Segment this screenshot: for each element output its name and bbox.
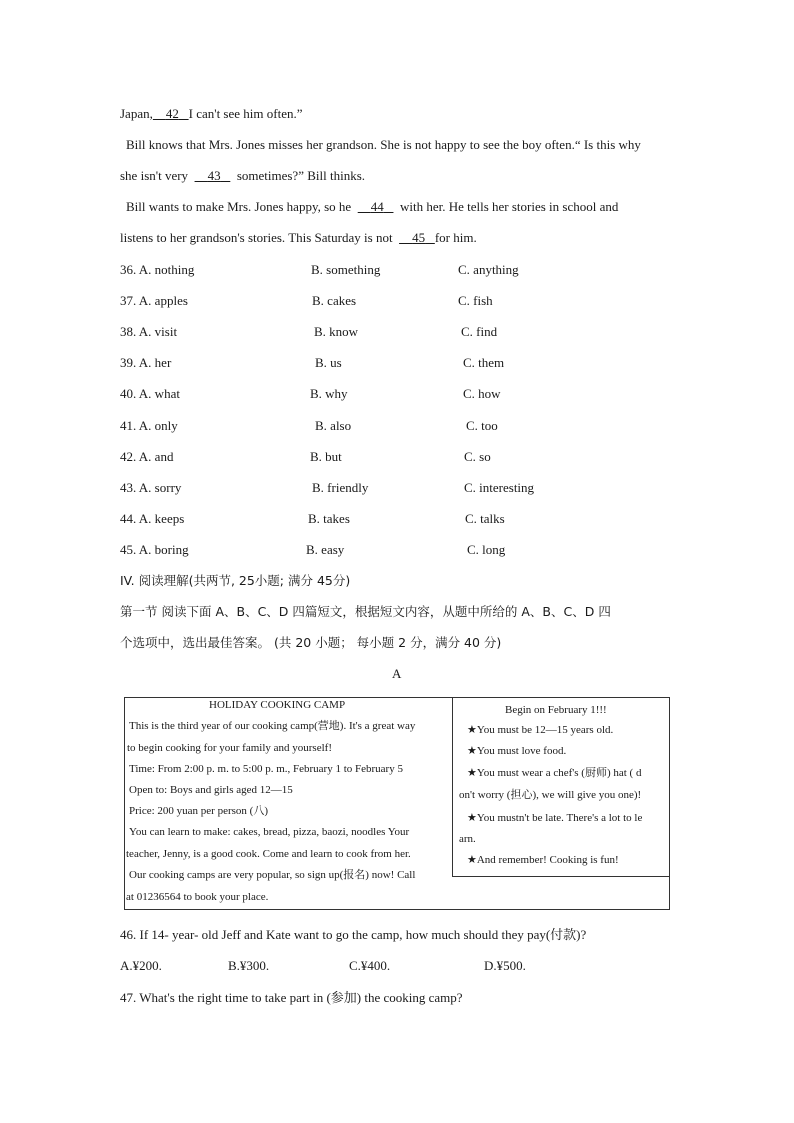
- blank-44: 44: [370, 199, 384, 214]
- option-45-b: B. easy: [306, 542, 345, 557]
- option-row-43: 43. A. sorry: [120, 480, 182, 495]
- section-heading: IV. 阅读理解(共两节, 25小题; 满分 45分): [120, 573, 351, 588]
- blank-42: 42: [165, 106, 179, 121]
- option-41-c: C. too: [466, 418, 498, 433]
- option-row-42: 42. A. and: [120, 449, 174, 464]
- question-46: 46. If 14- year- old Jeff and Kate want to go the camp, how much should they pay(付款)?: [120, 927, 587, 942]
- passage-line-5: listens to her grandson's stories. This Saturday is not 45 for him.: [120, 230, 477, 245]
- passage-line-4: Bill wants to make Mrs. Jones happy, so he 44 with her. He tells her stories in school and: [126, 199, 619, 214]
- ad-right-title: Begin on February 1!!!: [505, 704, 607, 716]
- ad-rule: ★You mustn't be late. There's a lot to le: [467, 812, 643, 824]
- ad-line: You can learn to make: cakes, bread, pizza, baozi, noodles Your: [129, 826, 410, 838]
- option-40-b: B. why: [310, 386, 348, 401]
- option-row-36: 36. A. nothing: [120, 262, 195, 277]
- question-46-option-d: D.¥500.: [484, 958, 526, 973]
- ad-line: to begin cooking for your family and yourself!: [127, 742, 332, 754]
- option-44-c: C. talks: [465, 511, 505, 526]
- option-43-b: B. friendly: [312, 480, 369, 495]
- option-row-37: 37. A. apples: [120, 293, 188, 308]
- option-37-c: C. fish: [458, 293, 493, 308]
- option-row-41: 41. A. only: [120, 418, 178, 433]
- question-46-option-b: B.¥300.: [228, 958, 270, 973]
- option-40-c: C. how: [463, 386, 501, 401]
- ad-rule: ★You must wear a chef's (厨师) hat ( d: [467, 767, 642, 779]
- passage-line-1: Japan, 42 I can't see him often.”: [120, 106, 303, 121]
- ad-line: Open to: Boys and girls aged 12—15: [129, 784, 293, 796]
- option-43-c: C. interesting: [464, 480, 535, 495]
- option-45-c: C. long: [467, 542, 506, 557]
- ad-line: at 01236564 to book your place.: [126, 891, 269, 903]
- option-36-b: B. something: [311, 262, 381, 277]
- option-38-c: C. find: [461, 324, 498, 339]
- ad-line: Price: 200 yuan per person (八): [129, 805, 268, 817]
- blank-43: 43: [207, 168, 221, 183]
- ad-rule: arn.: [459, 833, 476, 845]
- blank-45: 45: [412, 230, 426, 245]
- option-37-b: B. cakes: [312, 293, 357, 308]
- ad-rule: ★You must be 12—15 years old.: [467, 724, 614, 736]
- option-row-38: 38. A. visit: [120, 324, 178, 339]
- option-42-c: C. so: [464, 449, 491, 464]
- ad-line: This is the third year of our cooking camp(营地). It's a great way: [129, 720, 416, 732]
- option-39-b: B. us: [315, 355, 342, 370]
- ad-line: Time: From 2:00 p. m. to 5:00 p. m., February 1 to February 5: [129, 763, 403, 775]
- passage-letter: A: [392, 666, 402, 681]
- section-instruction-2: 个选项中，选出最佳答案。 (共 20 小题； 每小题 2 分，满分 40 分): [120, 635, 502, 650]
- option-row-45: 45. A. boring: [120, 542, 189, 557]
- ad-line: teacher, Jenny, is a good cook. Come and learn to cook from her.: [126, 848, 411, 860]
- option-42-b: B. but: [310, 449, 342, 464]
- option-38-b: B. know: [314, 324, 359, 339]
- ad-line: Our cooking camps are very popular, so sign up(报名) now! Call: [129, 869, 416, 881]
- question-46-option-a: A.¥200.: [120, 958, 162, 973]
- ad-rule: ★And remember! Cooking is fun!: [467, 854, 619, 866]
- option-row-39: 39. A. her: [120, 355, 172, 370]
- ad-rule: on't worry (担心), we will give you one)!: [459, 789, 642, 801]
- section-instruction-1: 第一节 阅读下面 A、B、C、D 四篇短文，根据短文内容，从题中所给的 A、B、C、D 四: [120, 604, 611, 619]
- option-39-c: C. them: [463, 355, 505, 370]
- ad-rule: ★You must love food.: [467, 745, 567, 757]
- option-row-44: 44. A. keeps: [120, 511, 185, 526]
- option-41-b: B. also: [315, 418, 352, 433]
- ad-title: HOLIDAY COOKING CAMP: [209, 699, 346, 711]
- question-47: 47. What's the right time to take part in (参加) the cooking camp?: [120, 990, 463, 1005]
- option-44-b: B. takes: [308, 511, 350, 526]
- question-46-option-c: C.¥400.: [349, 958, 391, 973]
- option-36-c: C. anything: [458, 262, 519, 277]
- passage-line-3: she isn't very 43 sometimes?” Bill thinks.: [120, 168, 365, 183]
- option-row-40: 40. A. what: [120, 386, 180, 401]
- passage-line-2: Bill knows that Mrs. Jones misses her grandson. She is not happy to see the boy often.“ Is this why: [126, 137, 641, 152]
